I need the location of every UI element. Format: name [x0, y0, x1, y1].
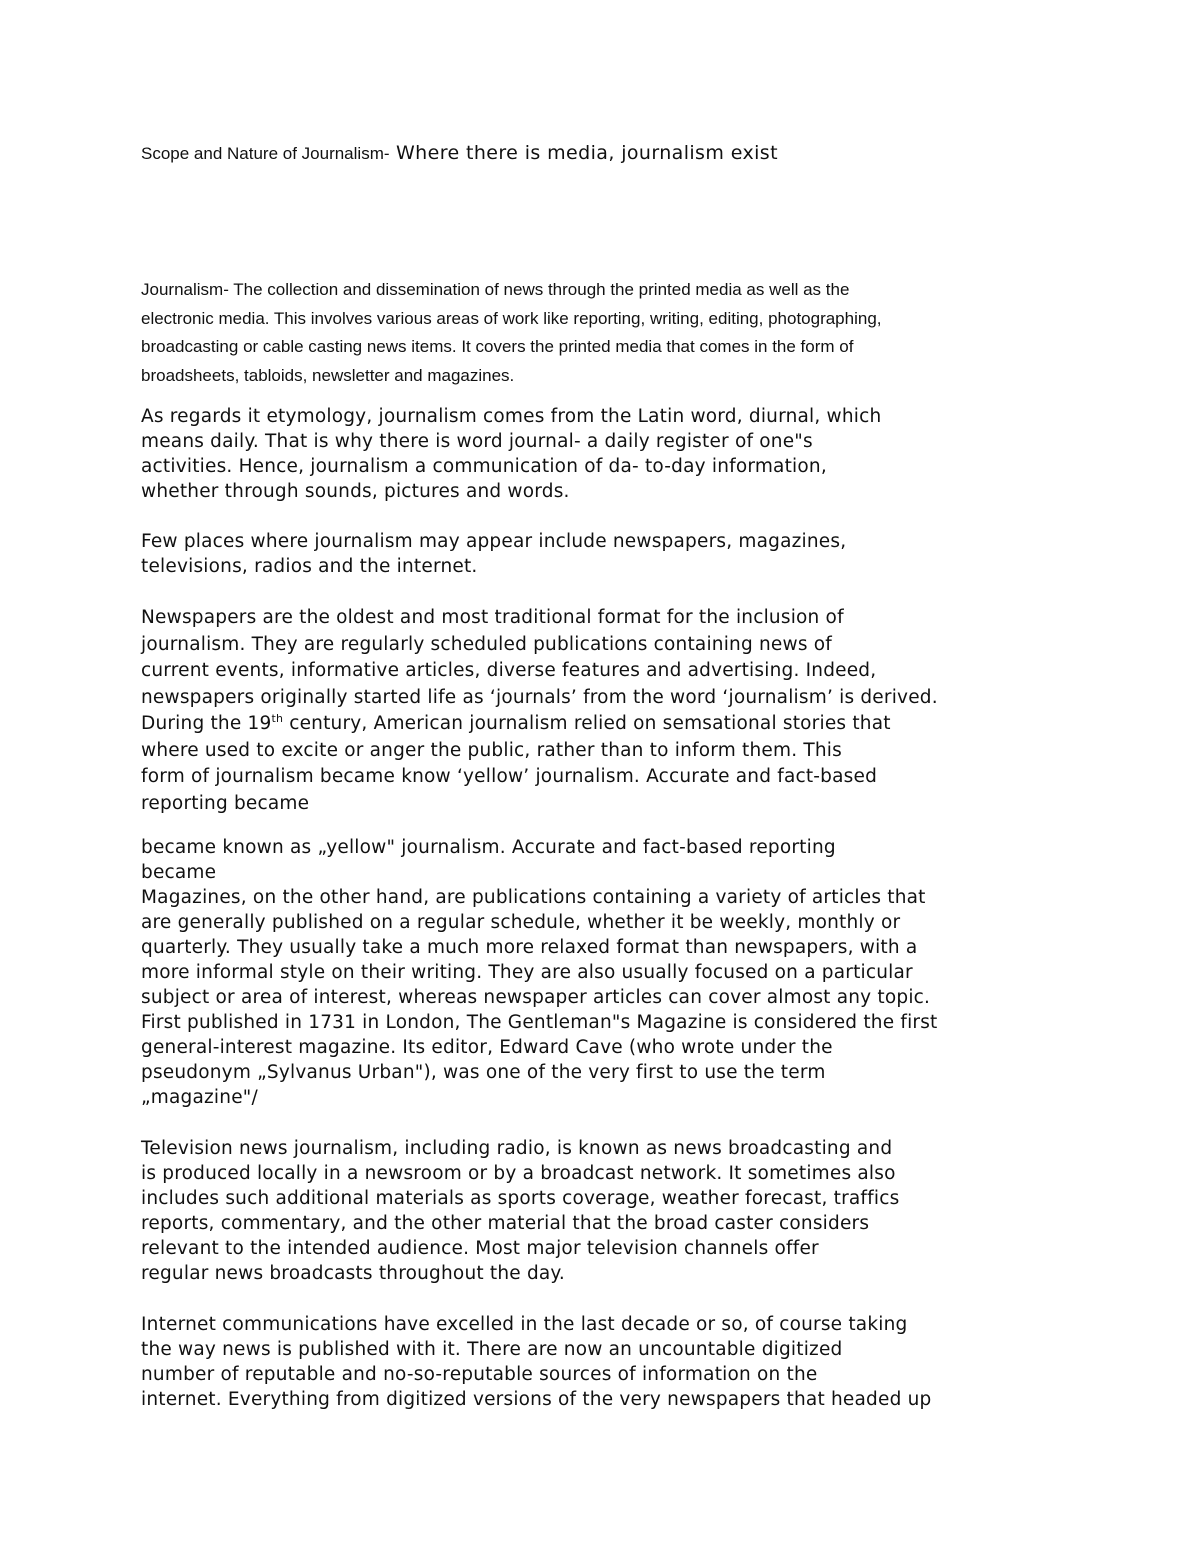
paragraph-line: subject or area of interest, whereas newspaper articles can cover almost any topic.: [141, 987, 931, 1008]
paragraph-line: are generally published on a regular schedule, whether it be weekly, monthly or: [141, 912, 901, 933]
century-prefix: During the 19: [141, 713, 272, 734]
paragraph-line: became known as „yellow" journalism. Accurate and fact-based reporting: [141, 837, 836, 858]
paragraph-line: journalism. They are regularly scheduled publications containing news of: [141, 633, 832, 655]
newspapers-paragraph: [141, 605, 1061, 817]
paragraph-line: current events, informative articles, diverse features and advertising. Indeed,: [141, 660, 877, 681]
paragraph-line: reports, commentary, and the other material that the broad caster considers: [141, 1213, 870, 1234]
television-paragraph: [141, 1136, 1061, 1286]
paragraph-line: broadcasting or cable casting news items. It covers the printed media that comes in the form of: [141, 337, 854, 356]
century-line: [141, 711, 1061, 738]
century-superscript: th: [271, 711, 284, 725]
paragraph-line: where used to excite or anger the public, rather than to inform them. This: [141, 739, 842, 761]
document-title: [141, 142, 778, 164]
paragraph-line: became: [141, 862, 217, 883]
paragraph-line: more informal style on their writing. They are also usually focused on a particular: [141, 962, 913, 983]
paragraph-line: Newspapers are the oldest and most traditional format for the inclusion of: [141, 607, 844, 628]
paragraph-line: „magazine"/: [141, 1087, 258, 1108]
paragraph-line: activities. Hence, journalism a communication of da- to-day information,: [141, 456, 827, 477]
paragraph-line: means daily. That is why there is word journal- a daily register of one"s: [141, 431, 813, 452]
century-suffix: century, American journalism relied on semsational stories that: [283, 713, 891, 734]
paragraph-line: is produced locally in a newsroom or by a broadcast network. It sometimes also: [141, 1163, 896, 1184]
etymology-paragraph: [141, 404, 1061, 504]
paragraph-line: quarterly. They usually take a much more relaxed format than newspapers, with a: [141, 937, 918, 958]
paragraph-line: number of reputable and no-so-reputable sources of information on the: [141, 1364, 818, 1385]
paragraph-line: the way news is published with it. There are now an uncountable digitized: [141, 1339, 843, 1360]
paragraph-line: general-interest magazine. Its editor, Edward Cave (who wrote under the: [141, 1037, 833, 1058]
paragraph-line: whether through sounds, pictures and words.: [141, 481, 570, 502]
places-paragraph: [141, 529, 1061, 579]
paragraph-line: As regards it etymology, journalism comes from the Latin word, diurnal, which: [141, 406, 882, 427]
paragraph-line: newspapers originally started life as ‘journals’ from the word ‘journalism’ is derived.: [141, 686, 938, 708]
paragraph-line: relevant to the intended audience. Most major television channels offer: [141, 1238, 819, 1259]
paragraph-line: form of journalism became know ‘yellow’ journalism. Accurate and fact-based: [141, 766, 878, 787]
paragraph-line: internet. Everything from digitized versions of the very newspapers that headed up: [141, 1389, 932, 1410]
paragraph-line: Internet communications have excelled in the last decade or so, of course taking: [141, 1314, 908, 1335]
paragraph-line: Few places where journalism may appear include newspapers, magazines,: [141, 531, 847, 552]
definition-paragraph: [141, 276, 1041, 390]
paragraph-line: televisions, radios and the internet.: [141, 556, 478, 577]
paragraph-line: regular news broadcasts throughout the day.: [141, 1263, 566, 1284]
title-tagline: Where there is media, journalism exist: [389, 142, 778, 164]
internet-paragraph: [141, 1312, 1061, 1412]
paragraph-line: First published in 1731 in London, The Gentleman"s Magazine is considered the first: [141, 1012, 938, 1033]
paragraph-line: reporting became: [141, 792, 310, 814]
paragraph-line: includes such additional materials as sports coverage, weather forecast, traffics: [141, 1188, 900, 1209]
paragraph-line: electronic media. This involves various areas of work like reporting, writing, editing, photographing,: [141, 308, 882, 328]
title-topic: Scope and Nature of Journalism-: [141, 144, 390, 163]
paragraph-line: Magazines, on the other hand, are publications containing a variety of articles that: [141, 887, 926, 908]
became-fragment: [141, 835, 1061, 885]
paragraph-line: Journalism- The collection and dissemination of news through the printed media as well as the: [141, 280, 850, 299]
paragraph-line: pseudonym „Sylvanus Urban"), was one of the very first to use the term: [141, 1062, 826, 1083]
magazines-paragraph: [141, 885, 1061, 1110]
paragraph-line: broadsheets, tabloids, newsletter and magazines.: [141, 365, 515, 385]
paragraph-line: Television news journalism, including radio, is known as news broadcasting and: [141, 1138, 893, 1159]
